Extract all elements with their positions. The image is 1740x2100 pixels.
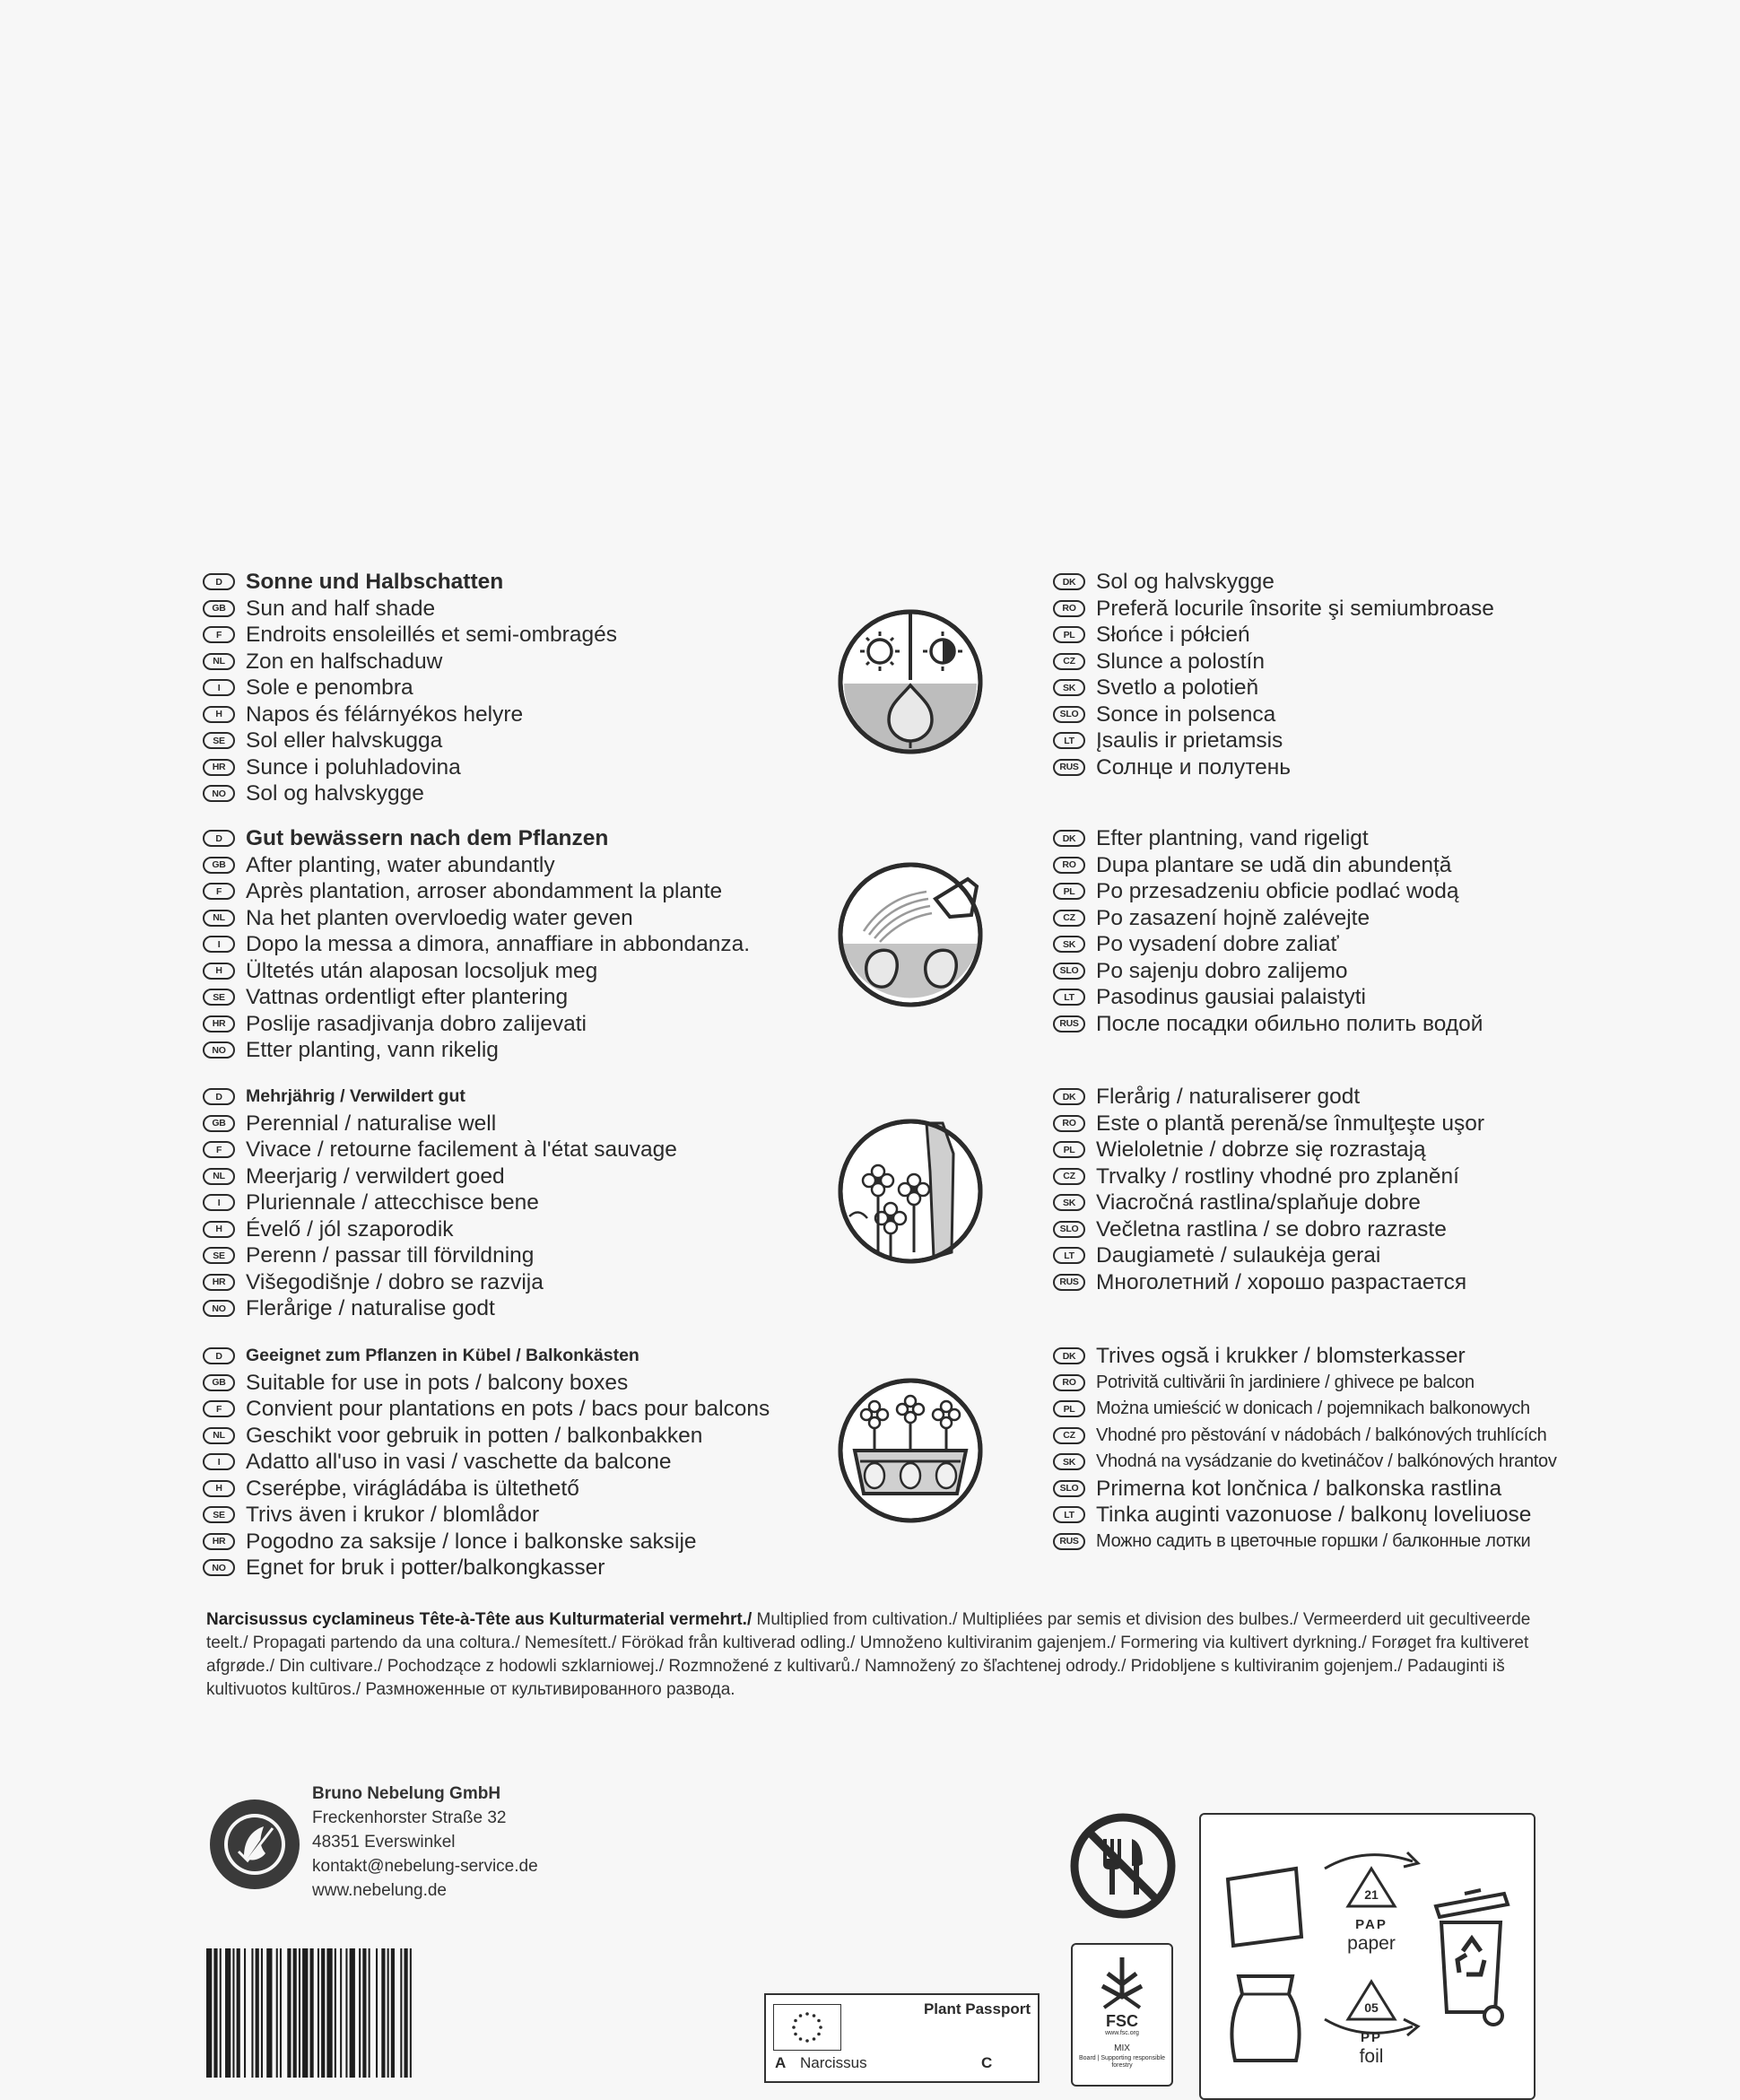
language-row-i (203, 1189, 831, 1216)
language-row-no (203, 1037, 831, 1064)
country-code-badge: SE (203, 732, 235, 749)
language-row-hr (203, 1529, 831, 1555)
language-row-f (203, 1137, 831, 1163)
language-row-lt (1053, 1242, 1555, 1269)
fsc-label (1071, 1943, 1173, 2087)
language-row-h (203, 1476, 831, 1503)
language-row-cz (1053, 1423, 1555, 1450)
country-code-badge: LT (1053, 989, 1085, 1006)
right-language-list (1053, 825, 1555, 1037)
translation-text: Po przesadzeniu obficie podlać wodą (1096, 879, 1459, 903)
recycle-triangle-paper-icon (1344, 1865, 1398, 1910)
language-row-slo (1053, 1216, 1555, 1243)
translation-text: Dopo la messa a dimora, annaffiare in abbondanza. (246, 932, 751, 956)
company-street: Freckenhorster Straße 32 (312, 1808, 507, 1827)
country-code-badge: PL (1053, 883, 1085, 900)
country-code-badge: NL (203, 653, 235, 670)
translation-text: Na het planten overvloedig water geven (246, 905, 633, 930)
translation-text: Poslije rasadjivanja dobro zalijevati (246, 1011, 587, 1036)
plant-passport-title: Plant Passport (923, 2000, 1031, 2017)
translation-text: Sol og halvskygge (1096, 570, 1275, 594)
translation-text: Gut bewässern nach dem Pflanzen (246, 826, 609, 850)
language-row-no (203, 1295, 831, 1322)
country-code-badge: I (203, 679, 235, 696)
translation-text: После посадки обильно полить водой (1096, 1011, 1483, 1036)
translation-text: Endroits ensoleillés et semi-ombragés (246, 623, 617, 647)
fsc-name: FSC (1106, 2012, 1138, 2030)
country-code-badge: GB (203, 1374, 235, 1391)
country-code-badge: D (203, 573, 235, 590)
country-code-badge: NL (203, 1427, 235, 1444)
translation-text: Sunce i poluhladovina (246, 754, 461, 780)
language-row-h (203, 1216, 831, 1243)
country-code-badge: DK (1053, 1347, 1085, 1364)
language-row-lt (1053, 984, 1555, 1011)
right-language-list (1053, 569, 1555, 780)
language-row-cz (1053, 1163, 1555, 1190)
language-row-sk (1053, 931, 1555, 958)
country-code-badge: SK (1053, 1453, 1085, 1470)
translation-text: Večletna rastlina / se dobro razraste (1096, 1216, 1447, 1242)
language-row-d (203, 825, 831, 852)
foil-label (1331, 2026, 1412, 2066)
country-code-badge: NO (203, 1041, 235, 1059)
translation-text: After planting, water abundantly (246, 852, 555, 877)
left-language-list (203, 1084, 831, 1322)
language-row-cz (1053, 905, 1555, 932)
country-code-badge: LT (1053, 1506, 1085, 1523)
translation-text: Efter plantning, vand rigeligt (1096, 826, 1369, 850)
translation-text: Vhodná na vysádzanie do kvetináčov / balkónových hrantov (1096, 1451, 1557, 1471)
country-code-badge: CZ (1053, 910, 1085, 927)
foil-word: foil (1359, 2046, 1384, 2067)
translation-text: Geschikt voor gebruik in potten / balkonbakken (246, 1423, 703, 1448)
language-row-pl (1053, 622, 1555, 649)
paper-bag-icon (1221, 1967, 1310, 2066)
paper-sheet-icon (1219, 1863, 1309, 1953)
country-code-badge: CZ (1053, 1168, 1085, 1185)
translation-text: Viacročná rastlina/splaňuje dobre (1096, 1190, 1421, 1215)
language-row-pl (1053, 1137, 1555, 1163)
country-code-badge: PL (1053, 1141, 1085, 1158)
propagation-lead: Narcisussus cyclamineus Tête-à-Tête aus Kulturmaterial vermehrt./ (206, 1610, 753, 1629)
language-row-lt (1053, 728, 1555, 754)
country-code-badge: H (203, 1480, 235, 1497)
language-row-se (203, 984, 831, 1011)
plant-passport (764, 1993, 1040, 2083)
translation-text: Potrivită cultivării în jardiniere / ghivece pe balcon (1096, 1372, 1475, 1392)
country-code-badge: SK (1053, 936, 1085, 953)
translation-text: Многолетний / хорошо разрастается (1096, 1269, 1467, 1294)
country-code-badge: SK (1053, 679, 1085, 696)
language-row-i (203, 675, 831, 701)
country-code-badge: HR (203, 1533, 235, 1550)
country-code-badge: GB (203, 600, 235, 617)
plant-passport-c-label: C (981, 2054, 993, 2071)
country-code-badge: I (203, 1194, 235, 1211)
language-row-sk (1053, 675, 1555, 701)
translation-text: Flerårige / naturalise godt (246, 1296, 495, 1320)
country-code-badge: D (203, 1088, 235, 1105)
language-row-ro (1053, 1111, 1555, 1137)
language-row-pl (1053, 878, 1555, 905)
translation-text: Perenn / passar till förvildning (246, 1243, 535, 1268)
translation-text: Солнце и полутень (1096, 754, 1292, 780)
fsc-website: www.fsc.org (1105, 2030, 1139, 2036)
language-row-se (203, 1502, 831, 1529)
translation-text: Po zasazení hojně zalévejte (1096, 905, 1370, 930)
language-row-se (203, 728, 831, 754)
language-row-rus (1053, 1011, 1555, 1038)
language-row-dk (1053, 825, 1555, 852)
country-code-badge: RUS (1053, 1015, 1085, 1033)
language-row-se (203, 1242, 831, 1269)
company-city: 48351 Everswinkel (312, 1833, 456, 1852)
country-code-badge: SE (203, 1247, 235, 1264)
language-row-rus (1053, 1529, 1555, 1555)
country-code-badge: RO (1053, 857, 1085, 874)
left-language-list (203, 569, 831, 807)
country-code-badge: CZ (1053, 1427, 1085, 1444)
country-code-badge: GB (203, 1115, 235, 1132)
country-code-badge: DK (1053, 830, 1085, 847)
country-code-badge: NO (203, 785, 235, 802)
country-code-badge: F (203, 883, 235, 900)
right-language-list (1053, 1343, 1555, 1555)
language-row-sk (1053, 1189, 1555, 1216)
plant-passport-species: Narcissus (800, 2054, 867, 2071)
language-row-nl (203, 649, 831, 675)
country-code-badge: F (203, 626, 235, 643)
company-website[interactable]: www.nebelung.de (312, 1881, 447, 1900)
country-code-badge: I (203, 936, 235, 953)
language-row-nl (203, 905, 831, 932)
country-code-badge: RUS (1053, 759, 1085, 776)
language-row-hr (203, 1269, 831, 1296)
translation-text: Sun and half shade (246, 596, 436, 621)
language-row-ro (1053, 852, 1555, 879)
language-row-f (203, 622, 831, 649)
language-row-no (203, 1555, 831, 1582)
country-code-badge: D (203, 830, 235, 847)
country-code-badge: H (203, 1221, 235, 1238)
country-code-badge: F (203, 1400, 235, 1417)
translation-text: Cserépbe, virágládába is ültethető (246, 1476, 579, 1501)
translation-text: Vhodné pro pěstování v nádobách / balkónových truhlících (1096, 1425, 1547, 1445)
recycling-bin-icon (1431, 1887, 1520, 2030)
country-code-badge: NL (203, 1168, 235, 1185)
language-row-gb (203, 852, 831, 879)
country-code-badge: PL (1053, 1400, 1085, 1417)
country-code-badge: SLO (1053, 706, 1085, 723)
language-row-slo (1053, 958, 1555, 985)
recycle-triangle-foil-icon (1344, 1978, 1398, 2023)
language-row-nl (203, 1163, 831, 1190)
paper-code: 21 (1364, 1887, 1379, 1902)
plant-passport-a-label: A (775, 2054, 787, 2071)
translation-text: Tinka auginti vazonuose / balkonų loveliuose (1096, 1503, 1532, 1527)
translation-text: Po vysadení dobre zaliať (1096, 932, 1339, 956)
translation-text: Suitable for use in pots / balcony boxes (246, 1370, 629, 1395)
paper-word: paper (1347, 1933, 1396, 1954)
translation-text: Geeignet zum Pflanzen in Kübel / Balkonkästen (246, 1346, 639, 1365)
translation-text: Višegodišnje / dobro se razvija (246, 1269, 544, 1294)
fsc-tree-icon (1095, 1954, 1149, 2013)
translation-text: Pogodno za saksije / lonce i balkonske saksije (246, 1529, 697, 1554)
country-code-badge: HR (203, 1015, 235, 1033)
translation-text: Sol og halvskygge (246, 781, 424, 806)
country-code-badge: SLO (1053, 1480, 1085, 1497)
propagation-translations: Multiplied from cultivation./ Multipliées par semis et division des bulbes./ Vermeerderd uit gecultiveerde teelt./ Propagati partendo da una coltura./ Nemesített./ Förökad från kultiverad odling./ Umnoženo kultiviranim gajenjem./ Formering via kultivert dyrkning./ Forøget fra kultiveret afgrøde./ Din cultivare./ Pochodzące z hodowli szklarniowej./ Rozmnožené z kultivarů./ Namnožený zo šľachtenej odrody./ Pridobljene s kultiviranim gojenjem./ Padauginti iš kultivuotos kultūros./ Размноженные от культивированного развода. (206, 1610, 1531, 1699)
foil-code: 05 (1364, 2000, 1379, 2015)
language-row-slo (1053, 701, 1555, 728)
translation-text: Etter planting, vann rikelig (246, 1038, 499, 1062)
paper-label (1331, 1913, 1412, 1953)
country-code-badge: DK (1053, 1088, 1085, 1105)
sustainable-supplier-seal-icon (208, 1798, 301, 1891)
country-code-badge: H (203, 963, 235, 980)
barcode (204, 1948, 484, 2078)
company-address (312, 1782, 538, 1903)
translation-text: Vattnas ordentligt efter plantering (246, 985, 569, 1009)
paper-abbreviation: PAP (1355, 1917, 1388, 1932)
translation-text: Flerårig / naturaliserer godt (1096, 1085, 1361, 1109)
country-code-badge: NO (203, 1300, 235, 1317)
country-code-badge: SE (203, 989, 235, 1006)
translation-text: Ültetés után alaposan locsoljuk meg (246, 958, 598, 983)
language-row-d (203, 1343, 831, 1370)
translation-text: Preferă locurile însorite şi semiumbroase (1096, 596, 1494, 621)
country-code-badge: I (203, 1453, 235, 1470)
translation-text: Este o plantă perenă/se înmulţeşte uşor (1096, 1111, 1485, 1136)
language-row-gb (203, 596, 831, 623)
translation-text: Napos és félárnyékos helyre (246, 701, 524, 727)
company-name: Bruno Nebelung GmbH (312, 1784, 501, 1803)
translation-text: Słońce i półcień (1096, 623, 1250, 647)
language-row-f (203, 878, 831, 905)
country-code-badge: LT (1053, 1247, 1085, 1264)
language-row-gb (203, 1111, 831, 1137)
translation-text: Svetlo a polotieň (1096, 675, 1259, 700)
country-code-badge: RO (1053, 1115, 1085, 1132)
translation-text: Trivs även i krukor / blomlådor (246, 1503, 540, 1527)
foil-abbreviation: PP (1360, 2030, 1382, 2045)
translation-text: Wieloletnie / dobrze się rozrastają (1096, 1137, 1426, 1162)
country-code-badge: RO (1053, 600, 1085, 617)
translation-text: Daugiametė / sulaukėja gerai (1096, 1243, 1381, 1268)
language-row-cz (1053, 649, 1555, 675)
translation-text: Adatto all'uso in vasi / vaschette da balcone (246, 1450, 672, 1474)
language-row-ro (1053, 1370, 1555, 1397)
language-row-sk (1053, 1449, 1555, 1476)
language-row-pl (1053, 1396, 1555, 1423)
language-row-d (203, 1084, 831, 1111)
left-language-list (203, 825, 831, 1064)
translation-text: Dupa plantare se udă din abundență (1096, 852, 1452, 877)
language-row-i (203, 1449, 831, 1476)
language-row-h (203, 958, 831, 985)
country-code-badge: SE (203, 1506, 235, 1523)
right-language-list (1053, 1084, 1555, 1295)
country-code-badge: RUS (1053, 1533, 1085, 1550)
fsc-footer: Board | Supporting responsible forestry (1079, 2055, 1165, 2069)
company-email[interactable]: kontakt@nebelung-service.de (312, 1857, 538, 1876)
language-row-rus (1053, 1269, 1555, 1296)
translation-text: Mehrjährig / Verwildert gut (246, 1086, 465, 1106)
not-for-consumption-icon (1067, 1810, 1179, 1921)
translation-text: Convient pour plantations en pots / bacs pour balcons (246, 1397, 770, 1421)
language-row-rus (1053, 754, 1555, 781)
country-code-badge: GB (203, 857, 235, 874)
translation-text: Pasodinus gausiai palaistyti (1096, 985, 1366, 1009)
country-code-badge: RUS (1053, 1274, 1085, 1291)
country-code-badge: F (203, 1141, 235, 1158)
country-code-badge: LT (1053, 732, 1085, 749)
recycling-panel (1199, 1813, 1536, 2100)
translation-text: Vivace / retourne facilement à l'état sauvage (246, 1137, 677, 1162)
language-row-no (203, 780, 831, 807)
translation-text: Trives ogsă i krukker / blomsterkasser (1096, 1344, 1466, 1368)
language-row-hr (203, 754, 831, 781)
language-row-dk (1053, 1084, 1555, 1111)
propagation-note (206, 1608, 1543, 1702)
country-code-badge: DK (1053, 573, 1085, 590)
country-code-badge: H (203, 706, 235, 723)
translation-text: Pluriennale / attecchisce bene (246, 1190, 539, 1215)
country-code-badge: PL (1053, 626, 1085, 643)
country-code-badge: HR (203, 1274, 235, 1291)
country-code-badge: RO (1053, 1374, 1085, 1391)
translation-text: Trvalky / rostliny vhodné pro zplanění (1096, 1163, 1459, 1189)
language-row-hr (203, 1011, 831, 1038)
translation-text: Zon en halfschaduw (246, 649, 443, 674)
language-row-nl (203, 1423, 831, 1450)
translation-text: Można umieścić w donicach / pojemnikach balkonowych (1096, 1399, 1530, 1418)
language-row-lt (1053, 1502, 1555, 1529)
perennial-flowers-icon (837, 1118, 984, 1265)
translation-text: Slunce a polostín (1096, 649, 1265, 674)
country-code-badge: CZ (1053, 653, 1085, 670)
language-row-dk (1053, 569, 1555, 596)
country-code-badge: D (203, 1347, 235, 1364)
translation-text: Après plantation, arroser abondamment la plante (246, 879, 723, 903)
translation-text: Po sajenju dobro zalijemo (1096, 958, 1348, 983)
translation-text: Sonne und Halbschatten (246, 570, 504, 594)
translation-text: Évelő / jól szaporodik (246, 1216, 454, 1242)
translation-text: Egnet for bruk i potter/balkongkasser (246, 1555, 605, 1580)
country-code-badge: SLO (1053, 963, 1085, 980)
translation-text: Можно садить в цветочные горшки / балконные лотки (1096, 1530, 1531, 1551)
country-code-badge: HR (203, 759, 235, 776)
language-row-f (203, 1396, 831, 1423)
language-row-h (203, 701, 831, 728)
balcony-box-icon (837, 1377, 984, 1524)
country-code-badge: SLO (1053, 1221, 1085, 1238)
language-row-slo (1053, 1476, 1555, 1503)
watering-can-icon (837, 861, 984, 1008)
language-row-gb (203, 1370, 831, 1397)
country-code-badge: NO (203, 1559, 235, 1576)
left-language-list (203, 1343, 831, 1582)
country-code-badge: NL (203, 910, 235, 927)
eu-flag-icon (773, 2004, 841, 2051)
language-row-dk (1053, 1343, 1555, 1370)
translation-text: Meerjarig / verwildert goed (246, 1163, 505, 1189)
translation-text: Įsaulis ir prietamsis (1096, 728, 1283, 753)
sun-half-shade-icon (837, 608, 984, 755)
translation-text: Primerna kot lončnica / balkonska rastlina (1096, 1476, 1502, 1501)
translation-text: Sonce in polsenca (1096, 701, 1276, 727)
language-row-d (203, 569, 831, 596)
language-row-ro (1053, 596, 1555, 623)
country-code-badge: SK (1053, 1194, 1085, 1211)
translation-text: Sole e penombra (246, 675, 413, 700)
fsc-mix: MIX (1114, 2043, 1130, 2053)
translation-text: Perennial / naturalise well (246, 1111, 497, 1136)
language-row-i (203, 931, 831, 958)
translation-text: Sol eller halvskugga (246, 728, 443, 753)
